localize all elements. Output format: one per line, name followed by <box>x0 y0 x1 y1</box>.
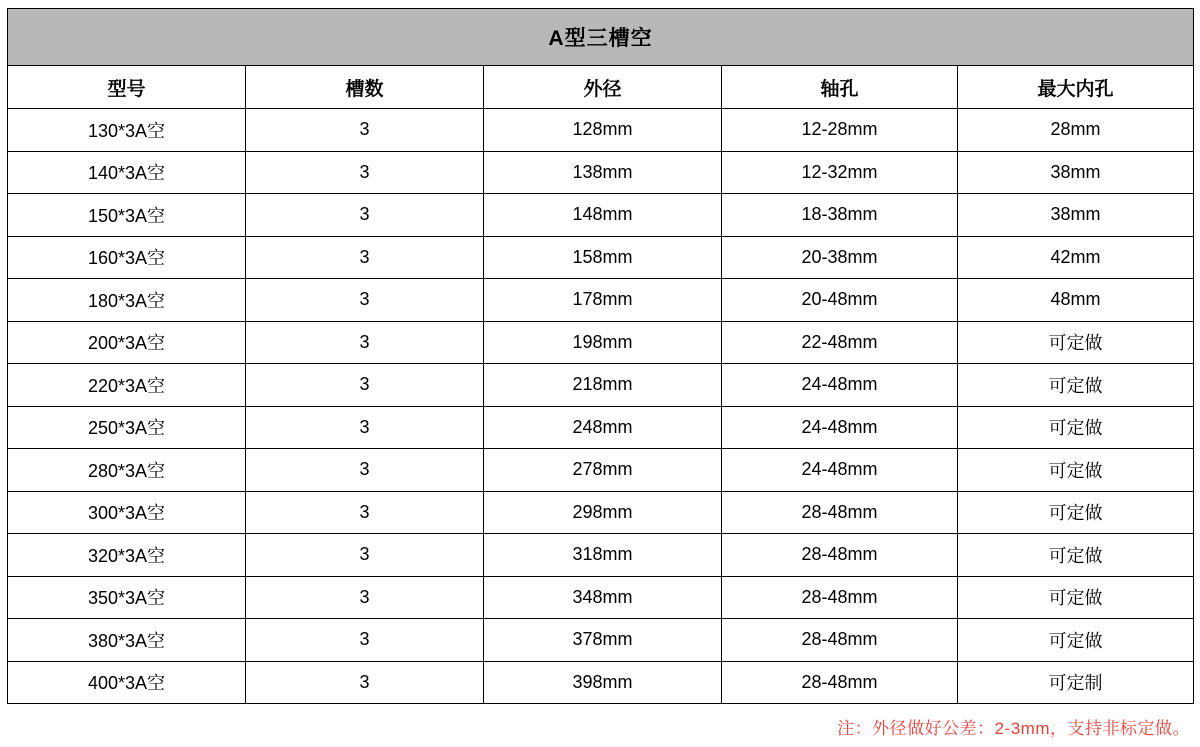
table-row <box>8 449 1194 492</box>
cell-max-bore: 可定做 <box>958 534 1194 577</box>
spec-sheet <box>0 8 1200 747</box>
cell-grooves: 3 <box>246 661 484 704</box>
cell-max-bore: 可定做 <box>958 364 1194 407</box>
cell-outer-diameter: 278mm <box>484 449 722 492</box>
cell-shaft-bore: 24-48mm <box>722 406 958 449</box>
cell-shaft-bore: 12-28mm <box>722 109 958 152</box>
cell-model: 380*3A空 <box>8 619 246 662</box>
specification-table <box>7 8 1194 704</box>
cell-grooves: 3 <box>246 109 484 152</box>
cell-max-bore: 48mm <box>958 279 1194 322</box>
cell-model: 320*3A空 <box>8 534 246 577</box>
cell-outer-diameter: 138mm <box>484 151 722 194</box>
cell-grooves: 3 <box>246 194 484 237</box>
cell-max-bore: 可定做 <box>958 321 1194 364</box>
column-header-max-bore: 最大内孔 <box>958 66 1194 109</box>
table-row <box>8 109 1194 152</box>
table-row <box>8 534 1194 577</box>
table-row <box>8 194 1194 237</box>
cell-model: 350*3A空 <box>8 576 246 619</box>
cell-shaft-bore: 28-48mm <box>722 491 958 534</box>
cell-shaft-bore: 20-38mm <box>722 236 958 279</box>
table-row <box>8 491 1194 534</box>
table-row <box>8 406 1194 449</box>
column-header-shaft-bore: 轴孔 <box>722 66 958 109</box>
table-title: A型三槽空 <box>8 9 1194 66</box>
table-row <box>8 364 1194 407</box>
cell-outer-diameter: 398mm <box>484 661 722 704</box>
cell-shaft-bore: 12-32mm <box>722 151 958 194</box>
cell-grooves: 3 <box>246 406 484 449</box>
cell-max-bore: 可定制 <box>958 661 1194 704</box>
table-row <box>8 279 1194 322</box>
cell-model: 150*3A空 <box>8 194 246 237</box>
cell-outer-diameter: 148mm <box>484 194 722 237</box>
column-header-grooves: 槽数 <box>246 66 484 109</box>
cell-shaft-bore: 28-48mm <box>722 534 958 577</box>
cell-outer-diameter: 318mm <box>484 534 722 577</box>
cell-max-bore: 可定做 <box>958 406 1194 449</box>
cell-model: 400*3A空 <box>8 661 246 704</box>
cell-outer-diameter: 378mm <box>484 619 722 662</box>
column-header-outer-diameter: 外径 <box>484 66 722 109</box>
cell-grooves: 3 <box>246 321 484 364</box>
cell-grooves: 3 <box>246 491 484 534</box>
cell-shaft-bore: 28-48mm <box>722 619 958 662</box>
cell-model: 130*3A空 <box>8 109 246 152</box>
cell-outer-diameter: 248mm <box>484 406 722 449</box>
cell-shaft-bore: 24-48mm <box>722 364 958 407</box>
cell-max-bore: 可定做 <box>958 576 1194 619</box>
cell-outer-diameter: 178mm <box>484 279 722 322</box>
cell-model: 280*3A空 <box>8 449 246 492</box>
cell-model: 180*3A空 <box>8 279 246 322</box>
cell-model: 160*3A空 <box>8 236 246 279</box>
cell-outer-diameter: 128mm <box>484 109 722 152</box>
table-row <box>8 619 1194 662</box>
cell-grooves: 3 <box>246 151 484 194</box>
cell-outer-diameter: 198mm <box>484 321 722 364</box>
table-row <box>8 151 1194 194</box>
cell-model: 220*3A空 <box>8 364 246 407</box>
cell-shaft-bore: 20-48mm <box>722 279 958 322</box>
cell-model: 250*3A空 <box>8 406 246 449</box>
table-row <box>8 321 1194 364</box>
cell-grooves: 3 <box>246 576 484 619</box>
cell-shaft-bore: 18-38mm <box>722 194 958 237</box>
footnote: 注：外径做好公差：2-3mm，支持非标定做。 <box>837 719 1190 738</box>
cell-model: 200*3A空 <box>8 321 246 364</box>
cell-shaft-bore: 28-48mm <box>722 661 958 704</box>
column-header-model: 型号 <box>8 66 246 109</box>
table-row <box>8 576 1194 619</box>
table-body <box>8 9 1194 704</box>
cell-max-bore: 28mm <box>958 109 1194 152</box>
cell-grooves: 3 <box>246 449 484 492</box>
cell-outer-diameter: 218mm <box>484 364 722 407</box>
table-header-row <box>8 66 1194 109</box>
cell-grooves: 3 <box>246 236 484 279</box>
table-row <box>8 236 1194 279</box>
cell-model: 300*3A空 <box>8 491 246 534</box>
cell-max-bore: 38mm <box>958 151 1194 194</box>
cell-grooves: 3 <box>246 619 484 662</box>
cell-shaft-bore: 28-48mm <box>722 576 958 619</box>
cell-max-bore: 38mm <box>958 194 1194 237</box>
cell-max-bore: 42mm <box>958 236 1194 279</box>
cell-outer-diameter: 298mm <box>484 491 722 534</box>
cell-max-bore: 可定做 <box>958 619 1194 662</box>
cell-outer-diameter: 348mm <box>484 576 722 619</box>
cell-grooves: 3 <box>246 279 484 322</box>
cell-shaft-bore: 24-48mm <box>722 449 958 492</box>
cell-max-bore: 可定做 <box>958 491 1194 534</box>
cell-grooves: 3 <box>246 534 484 577</box>
table-title-row <box>8 9 1194 66</box>
cell-grooves: 3 <box>246 364 484 407</box>
table-row <box>8 661 1194 704</box>
cell-max-bore: 可定做 <box>958 449 1194 492</box>
cell-shaft-bore: 22-48mm <box>722 321 958 364</box>
cell-outer-diameter: 158mm <box>484 236 722 279</box>
cell-model: 140*3A空 <box>8 151 246 194</box>
